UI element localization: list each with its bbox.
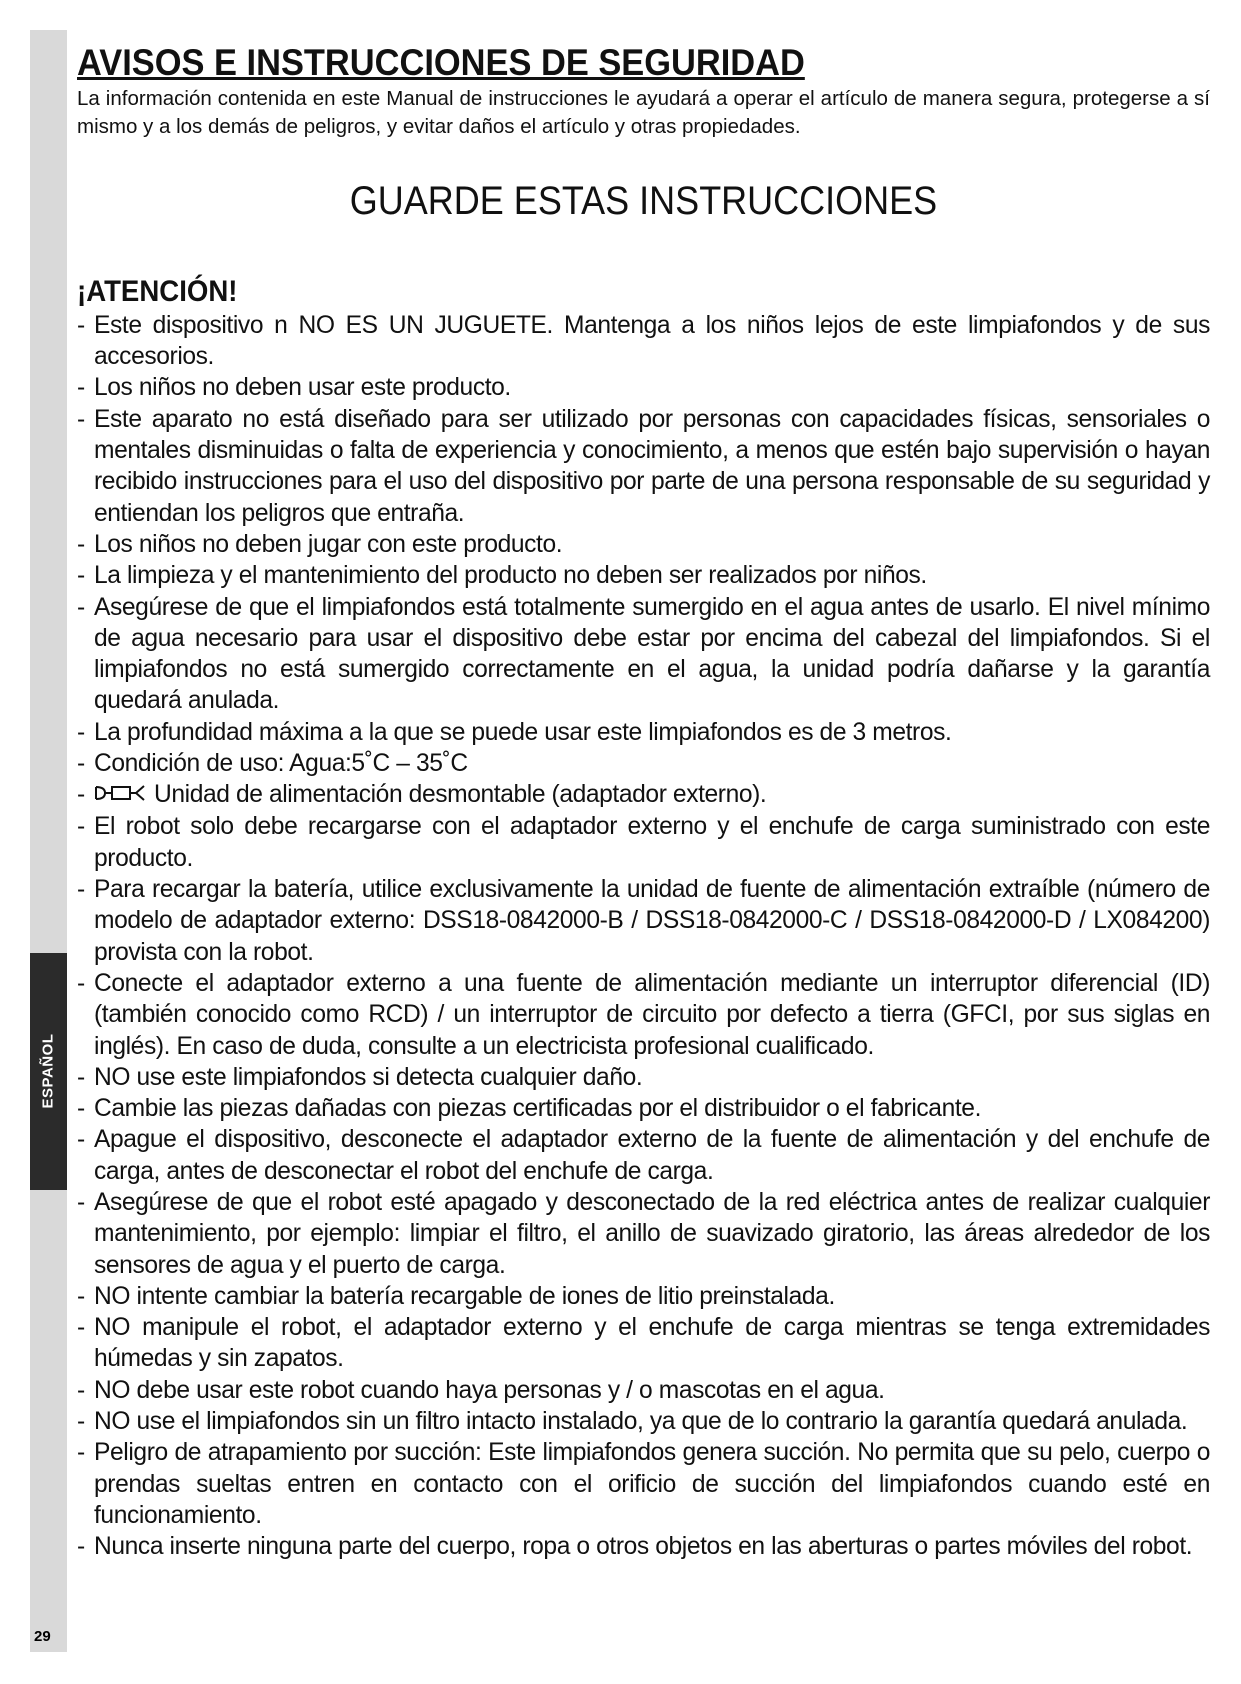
intro-paragraph: La información contenida en este Manual de instrucciones le ayudará a operar el artículo de manera segura, protegerse a sí mismo y a los demás de peligros, y evitar daños el artículo y otras propiedades. bbox=[77, 86, 1210, 138]
warning-item: - La profundidad máxima a la que se puede usar este limpiafondos es de 3 metros. bbox=[77, 717, 1210, 748]
warning-item: - Cambie las piezas dañadas con piezas certificadas por el distribuidor o el fabricante. bbox=[77, 1093, 1210, 1124]
warning-item: - Para recargar la batería, utilice exclusivamente la unidad de fuente de alimentación extraíble (número de modelo de adaptador externo: DSS18-0842000-B / DSS18-0842000-C / DSS18-0842000-D / LX084200) provista con la robot. bbox=[77, 874, 1210, 968]
page-number: 29 bbox=[34, 1628, 51, 1645]
detachable-power-supply-icon bbox=[94, 780, 148, 811]
warning-item: - Nunca inserte ninguna parte del cuerpo, ropa o otros objetos en las aberturas o partes móviles del robot. bbox=[77, 1531, 1210, 1562]
warning-item: - Este aparato no está diseñado para ser utilizado por personas con capacidades físicas, sensoriales o mentales disminuidas o falta de experiencia y conocimiento, a menos que estén bajo supervisión o hayan recibido instrucciones para el uso del dispositivo por parte de una persona responsable de su seguridad y entiendan los peligros que entraña. bbox=[77, 404, 1210, 529]
warning-item: - NO use este limpiafondos si detecta cualquier daño. bbox=[77, 1062, 1210, 1093]
warning-item bbox=[77, 779, 1210, 811]
attention-heading: ¡ATENCIÓN! bbox=[77, 274, 238, 308]
warning-item: - NO intente cambiar la batería recargable de iones de litio preinstalada. bbox=[77, 1281, 1210, 1312]
warning-item-text: Unidad de alimentación desmontable (adaptador externo). bbox=[154, 781, 767, 809]
warning-item: - Los niños no deben jugar con este producto. bbox=[77, 529, 1210, 560]
warning-list bbox=[77, 310, 1210, 1563]
warning-item: - Condición de uso: Agua:5˚C – 35˚C bbox=[77, 748, 1210, 779]
warning-item: - El robot solo debe recargarse con el adaptador externo y el enchufe de carga suministrado con este producto. bbox=[77, 811, 1210, 874]
warning-item: - NO debe usar este robot cuando haya personas y / o mascotas en el agua. bbox=[77, 1375, 1210, 1406]
warning-item: - NO manipule el robot, el adaptador externo y el enchufe de carga mientras se tenga extremidades húmedas y sin zapatos. bbox=[77, 1312, 1210, 1375]
warning-item: - Los niños no deben usar este producto. bbox=[77, 372, 1210, 403]
section-subtitle: GUARDE ESTAS INSTRUCCIONES bbox=[349, 178, 938, 223]
warning-item: - Asegúrese de que el limpiafondos está totalmente sumergido en el agua antes de usarlo. El nivel mínimo de agua necesario para usar el dispositivo debe estar por encima del cabezal del limpiafondos. Si el limpiafondos no está sumergido correctamente en el agua, la unidad podría dañarse y la garantía quedará anulada. bbox=[77, 592, 1210, 717]
warning-item: - Asegúrese de que el robot esté apagado y desconectado de la red eléctrica antes de realizar cualquier mantenimiento, por ejemplo: limpiar el filtro, el anillo de suavizado giratorio, las áreas alrededor de los sensores de agua y el puerto de carga. bbox=[77, 1187, 1210, 1281]
warning-item: - NO use el limpiafondos sin un filtro intacto instalado, ya que de lo contrario la garantía quedará anulada. bbox=[77, 1406, 1210, 1437]
warning-item: - La limpieza y el mantenimiento del producto no deben ser realizados por niños. bbox=[77, 560, 1210, 591]
page-content bbox=[77, 44, 1210, 1563]
warning-item: - Apague el dispositivo, desconecte el adaptador externo de la fuente de alimentación y del enchufe de carga, antes de desconectar el robot del enchufe de carga. bbox=[77, 1124, 1210, 1187]
side-margin-bar bbox=[30, 30, 67, 1652]
warning-item: - Conecte el adaptador externo a una fuente de alimentación mediante un interruptor diferencial (ID) (también conocido como RCD) / un interruptor de circuito por defecto a tierra (GFCI, por sus siglas en inglés). En caso de duda, consulte a un electricista profesional cualificado. bbox=[77, 968, 1210, 1062]
warning-item: - Este dispositivo n NO ES UN JUGUETE. Mantenga a los niños lejos de este limpiafondos y de sus accesorios. bbox=[77, 310, 1210, 373]
page-title: AVISOS E INSTRUCCIONES DE SEGURIDAD bbox=[77, 42, 805, 83]
warning-item: - Peligro de atrapamiento por succión: Este limpiafondos genera succión. No permita que su pelo, cuerpo o prendas sueltas entren en contacto con el orificio de succión del limpiafondos cuando esté en funcionamiento. bbox=[77, 1437, 1210, 1531]
language-label: ESPAÑOL bbox=[39, 1033, 57, 1109]
